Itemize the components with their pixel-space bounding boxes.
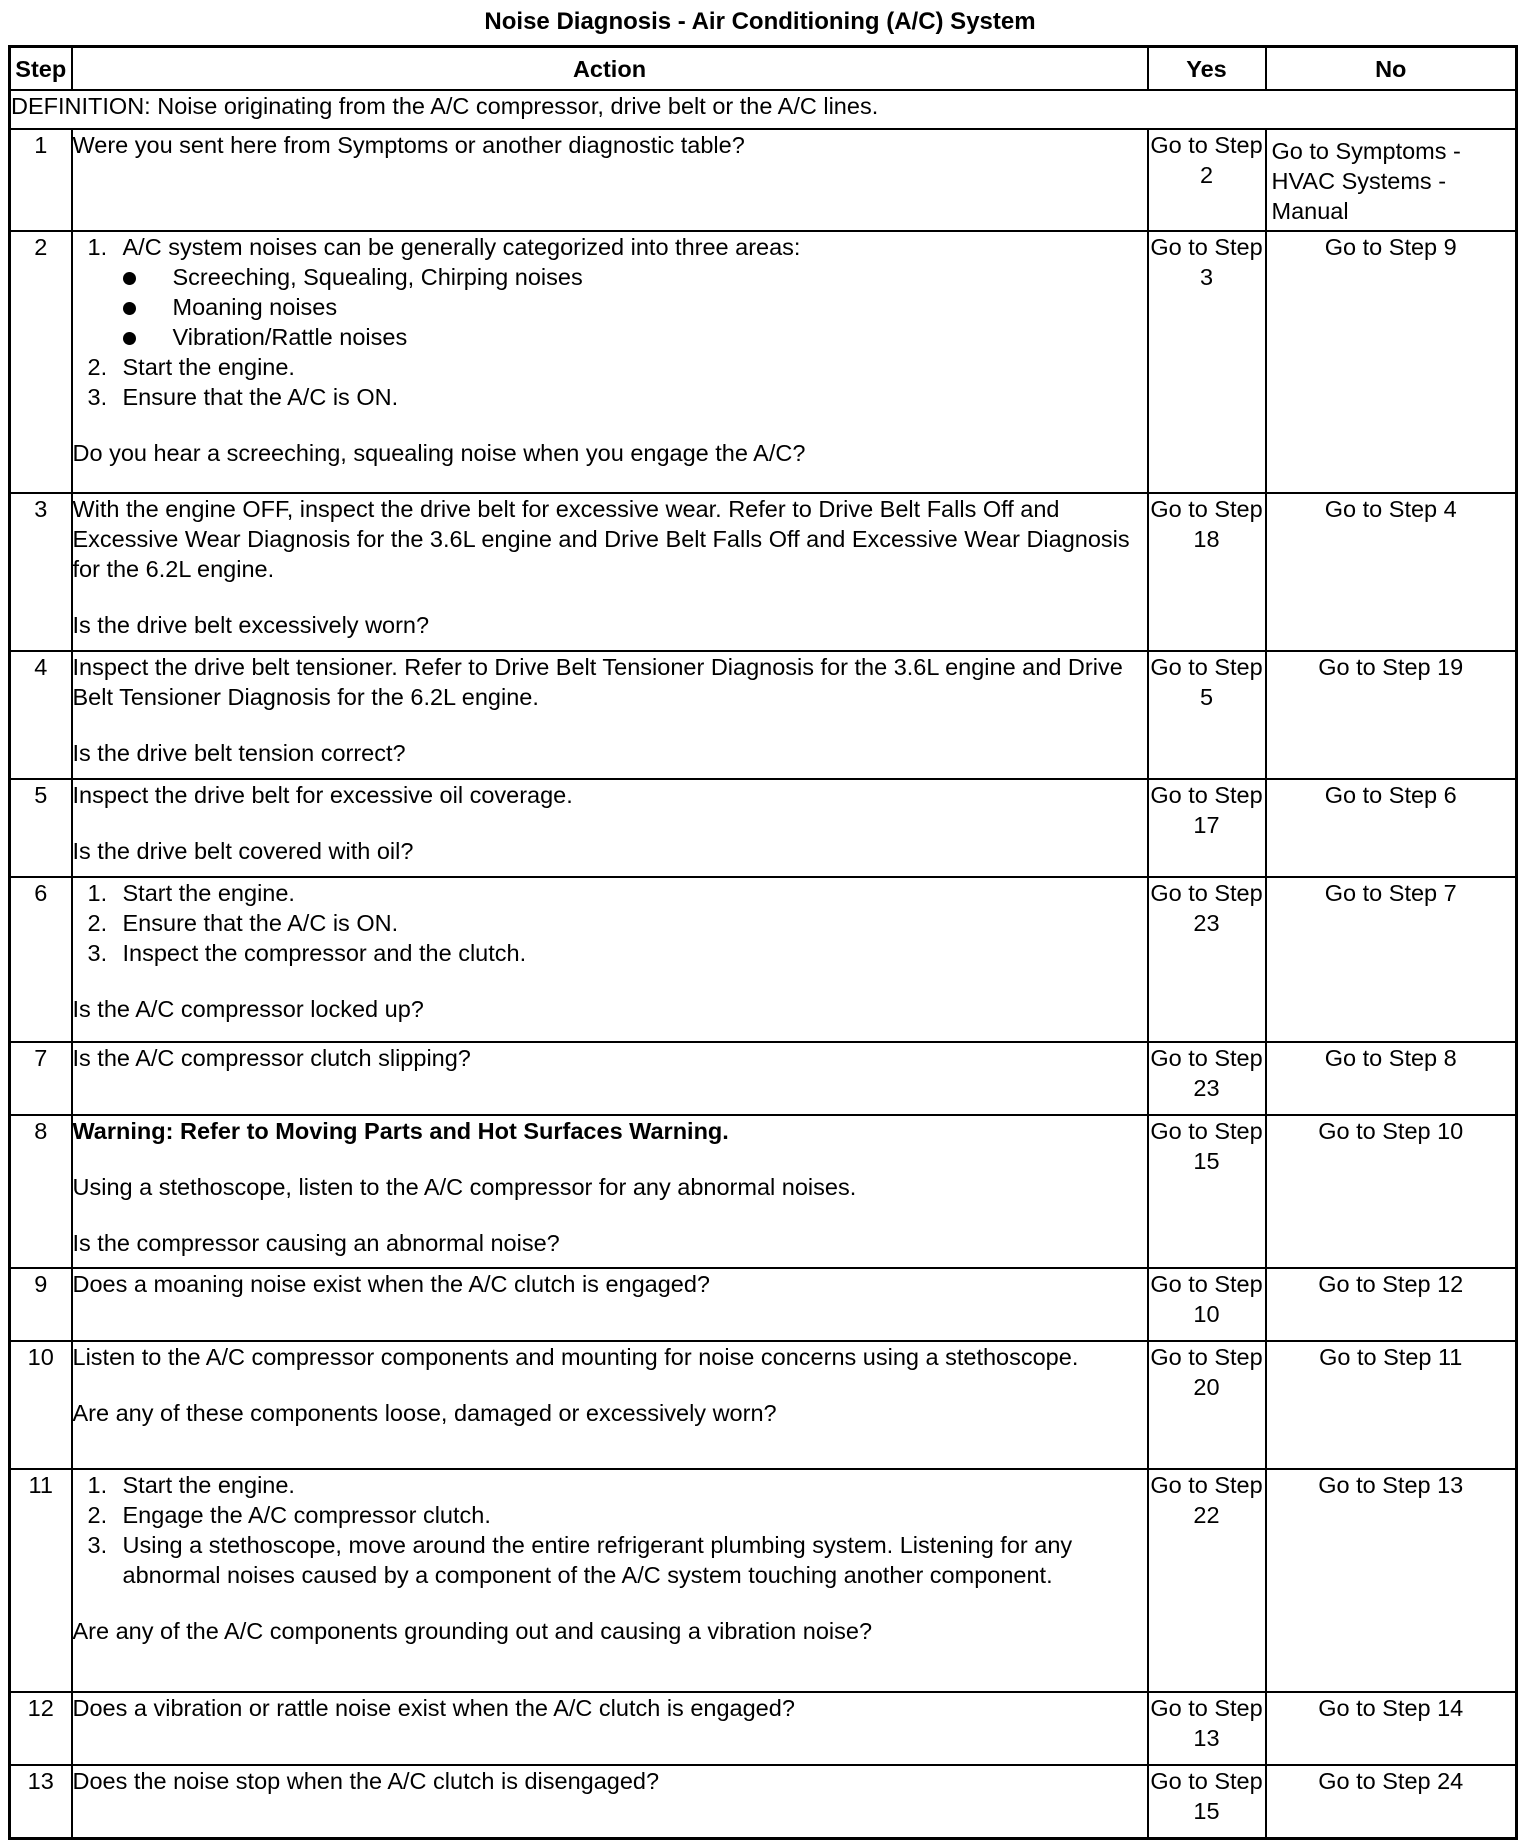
action-text: Listen to the A/C compressor components and mounting for noise concerns using a stethoscope. <box>72 1344 1079 1370</box>
no-cell: Go to Step 10 <box>1266 1115 1517 1268</box>
yes-cell: Go to Step 23 <box>1148 877 1266 1042</box>
list-item: 3. Ensure that the A/C is ON. <box>87 384 399 410</box>
list-item: 1. A/C system noises can be generally categorized into three areas: Screeching, Squealing, Chirping noises Moaning noises Vibration/Rattle noises <box>73 232 1147 352</box>
step-number: 8 <box>10 1115 72 1268</box>
action-text: With the engine OFF, inspect the drive belt for excessive wear. Refer to Drive Belt Falls Off and Excessive Wear Diagnosis for the 3.6L engine and Drive Belt Falls Off and Excessive Wear Diagnosis for the 6.2L engine. <box>72 496 1130 582</box>
warning-text: Warning: Refer to Moving Parts and Hot Surfaces Warning. <box>72 1118 729 1144</box>
table-row <box>10 877 1517 1042</box>
bullet-icon <box>123 272 136 285</box>
question-text: Is the A/C compressor locked up? <box>72 996 424 1022</box>
step-number: 5 <box>10 779 72 877</box>
table-row <box>10 1115 1517 1268</box>
yes-cell: Go to Step 18 <box>1148 493 1266 651</box>
yes-cell: Go to Step 22 <box>1148 1469 1266 1692</box>
header-step: Step <box>10 47 72 91</box>
document-title: Noise Diagnosis - Air Conditioning (A/C) System <box>484 8 1036 35</box>
question-text: Are any of these components loose, damaged or excessively worn? <box>72 1400 777 1426</box>
header-yes: Yes <box>1148 47 1266 91</box>
step-number: 7 <box>10 1042 72 1115</box>
action-cell <box>72 129 1148 231</box>
list-item-text: Engage the A/C compressor clutch. <box>122 1502 491 1528</box>
question-text: Is the drive belt tension correct? <box>72 740 406 766</box>
table-row <box>10 1469 1517 1692</box>
yes-cell: Go to Step 3 <box>1148 231 1266 493</box>
table-row <box>10 231 1517 493</box>
question-text: Does a vibration or rattle noise exist when the A/C clutch is engaged? <box>72 1695 795 1721</box>
bullet-icon <box>123 332 136 345</box>
action-cell <box>72 231 1148 493</box>
no-cell: Go to Step 24 <box>1266 1765 1517 1838</box>
list-item-text: Using a stethoscope, move around the entire refrigerant plumbing system. Listening for any abnormal noises caused by a component of the A/C system touching another component. <box>122 1532 1073 1588</box>
table-row <box>10 493 1517 651</box>
list-item: 1. Start the engine. <box>87 880 295 906</box>
action-text: Inspect the drive belt tensioner. Refer to Drive Belt Tensioner Diagnosis for the 3.6L engine and Drive Belt Tensioner Diagnosis for the 6.2L engine. <box>72 654 1123 710</box>
no-cell: Go to Step 19 <box>1266 651 1517 779</box>
bullet-icon <box>123 302 136 315</box>
bullet-item <box>123 292 1147 322</box>
list-item-text: Start the engine. <box>122 354 295 380</box>
action-cell <box>72 1115 1148 1268</box>
yes-cell: Go to Step 2 <box>1148 129 1266 231</box>
question-text: Is the compressor causing an abnormal noise? <box>72 1230 560 1256</box>
question-text: Does a moaning noise exist when the A/C clutch is engaged? <box>72 1271 711 1297</box>
bullet-text: Moaning noises <box>172 294 338 320</box>
list-item: 2. Ensure that the A/C is ON. <box>87 910 399 936</box>
list-item: 3. Using a stethoscope, move around the entire refrigerant plumbing system. Listening for any abnormal noises caused by a component of the A/C system touching another component. <box>87 1532 1073 1588</box>
question-text: Do you hear a screeching, squealing noise when you engage the A/C? <box>72 440 806 466</box>
action-cell <box>72 1268 1148 1341</box>
action-text: Inspect the drive belt for excessive oil coverage. <box>72 782 573 808</box>
action-cell <box>72 1765 1148 1838</box>
table-row <box>10 1765 1517 1838</box>
list-item-text: Ensure that the A/C is ON. <box>122 384 399 410</box>
step-number: 2 <box>10 231 72 493</box>
definition-text: DEFINITION: Noise originating from the A/C compressor, drive belt or the A/C lines. <box>10 90 1517 129</box>
list-item-text: Inspect the compressor and the clutch. <box>122 940 527 966</box>
diagnostic-table <box>8 45 1518 1840</box>
no-cell: Go to Step 8 <box>1266 1042 1517 1115</box>
bullet-list <box>123 262 1147 352</box>
no-cell: Go to Symptoms - HVAC Systems - Manual <box>1266 129 1517 231</box>
yes-cell: Go to Step 5 <box>1148 651 1266 779</box>
step-number: 12 <box>10 1692 72 1765</box>
header-action: Action <box>72 47 1148 91</box>
action-cell <box>72 651 1148 779</box>
step-number: 1 <box>10 129 72 231</box>
numbered-list <box>73 232 1147 412</box>
yes-cell: Go to Step 15 <box>1148 1115 1266 1268</box>
header-row <box>10 47 1517 91</box>
question-text: Were you sent here from Symptoms or another diagnostic table? <box>72 132 745 158</box>
list-item: 1. Start the engine. <box>87 1472 295 1498</box>
question-text: Are any of the A/C components grounding out and causing a vibration noise? <box>72 1618 873 1644</box>
no-cell: Go to Step 14 <box>1266 1692 1517 1765</box>
yes-cell: Go to Step 17 <box>1148 779 1266 877</box>
step-number: 13 <box>10 1765 72 1838</box>
question-text: Is the A/C compressor clutch slipping? <box>72 1045 471 1071</box>
numbered-list <box>73 878 1147 968</box>
action-cell <box>72 1042 1148 1115</box>
table-row <box>10 651 1517 779</box>
list-item: 2. Start the engine. <box>87 354 295 380</box>
action-text: Using a stethoscope, listen to the A/C compressor for any abnormal noises. <box>72 1174 857 1200</box>
action-cell <box>72 1692 1148 1765</box>
action-cell <box>72 493 1148 651</box>
step-number: 9 <box>10 1268 72 1341</box>
step-number: 10 <box>10 1341 72 1469</box>
yes-cell: Go to Step 23 <box>1148 1042 1266 1115</box>
list-item-text: Start the engine. <box>122 880 295 906</box>
yes-cell: Go to Step 10 <box>1148 1268 1266 1341</box>
table-row <box>10 1341 1517 1469</box>
no-cell: Go to Step 7 <box>1266 877 1517 1042</box>
yes-cell: Go to Step 13 <box>1148 1692 1266 1765</box>
table-row <box>10 129 1517 231</box>
no-cell: Go to Step 13 <box>1266 1469 1517 1692</box>
yes-cell: Go to Step 20 <box>1148 1341 1266 1469</box>
no-cell: Go to Step 4 <box>1266 493 1517 651</box>
action-cell <box>72 779 1148 877</box>
table-row <box>10 1042 1517 1115</box>
action-cell <box>72 1341 1148 1469</box>
definition-row <box>10 90 1517 129</box>
table-row <box>10 1268 1517 1341</box>
question-text: Does the noise stop when the A/C clutch is disengaged? <box>72 1768 660 1794</box>
bullet-item <box>123 262 1147 292</box>
list-item-text: A/C system noises can be generally categorized into three areas: <box>122 234 801 260</box>
step-number: 6 <box>10 877 72 1042</box>
action-cell <box>72 1469 1148 1692</box>
list-item: 3. Inspect the compressor and the clutch. <box>87 940 527 966</box>
step-number: 4 <box>10 651 72 779</box>
numbered-list <box>73 1470 1147 1590</box>
no-cell: Go to Step 11 <box>1266 1341 1517 1469</box>
header-no: No <box>1266 47 1517 91</box>
bullet-text: Vibration/Rattle noises <box>172 324 408 350</box>
no-cell: Go to Step 9 <box>1266 231 1517 493</box>
list-item-text: Start the engine. <box>122 1472 295 1498</box>
table-row <box>10 779 1517 877</box>
list-item-text: Ensure that the A/C is ON. <box>122 910 399 936</box>
yes-cell: Go to Step 15 <box>1148 1765 1266 1838</box>
question-text: Is the drive belt covered with oil? <box>72 838 414 864</box>
step-number: 11 <box>10 1469 72 1692</box>
step-number: 3 <box>10 493 72 651</box>
bullet-text: Screeching, Squealing, Chirping noises <box>172 264 583 290</box>
no-cell: Go to Step 6 <box>1266 779 1517 877</box>
no-cell: Go to Step 12 <box>1266 1268 1517 1341</box>
bullet-item <box>123 322 1147 352</box>
list-item: 2. Engage the A/C compressor clutch. <box>87 1502 491 1528</box>
question-text: Is the drive belt excessively worn? <box>72 612 430 638</box>
action-cell <box>72 877 1148 1042</box>
table-row <box>10 1692 1517 1765</box>
